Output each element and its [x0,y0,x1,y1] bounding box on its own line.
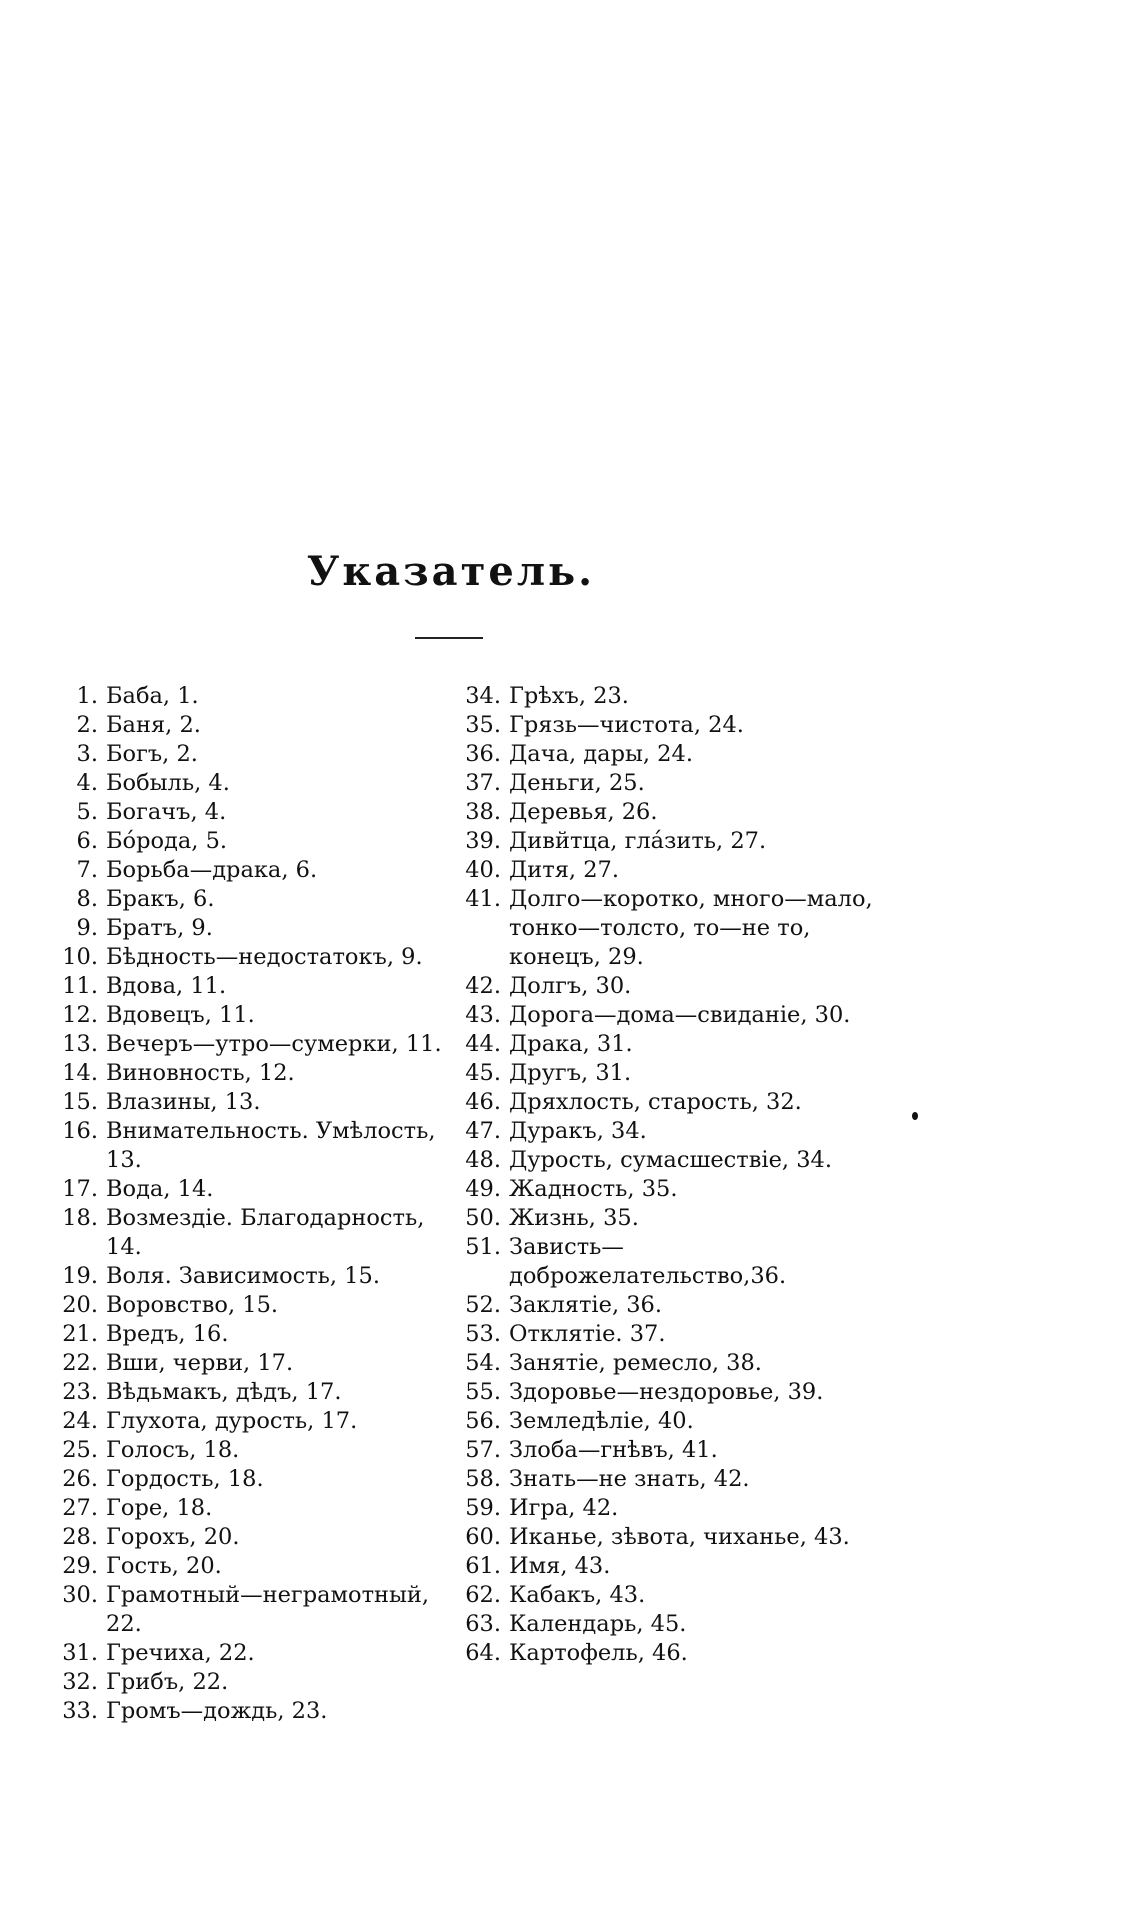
entry-number: 55. [465,1379,501,1405]
entry-text: Картофель, 46. [509,1640,688,1666]
entry-text: Бобыль, 4. [106,770,230,796]
entry-text: Вредъ, 16. [106,1321,229,1347]
entry-text: Богъ, 2. [106,741,198,767]
entry-number: 18. [62,1205,98,1231]
entry-number: 19. [62,1263,98,1289]
entry-text: Борьба—драка, 6. [106,857,318,883]
index-entry [40,1465,460,1494]
entry-number: 3. [76,741,98,767]
entry-number: 56. [465,1408,501,1434]
entry-text: Злоба—гнѣвъ, 41. [509,1437,718,1463]
entry-number: 13. [62,1031,98,1057]
entry-text: Дитя, 27. [509,857,620,883]
index-entry [455,1088,875,1117]
entry-number: 39. [465,828,501,854]
index-column-left [40,682,460,1726]
entry-text: Земледѣліе, 40. [509,1408,694,1434]
index-entry [455,1523,875,1552]
index-entry [455,769,875,798]
index-entry [455,1552,875,1581]
entry-text: Виновность, 12. [106,1060,295,1086]
index-entry [455,1378,875,1407]
entry-text: Знать—не знать, 42. [509,1466,750,1492]
entry-text: Воровство, 15. [106,1292,279,1318]
entry-text: Другъ, 31. [509,1060,632,1086]
entry-text: Деревья, 26. [509,799,658,825]
entry-text: Вечеръ—утро—сумерки, 11. [106,1031,442,1057]
entry-number: 16. [62,1118,98,1144]
entry-number: 20. [62,1292,98,1318]
entry-number: 22. [62,1350,98,1376]
entry-number: 14. [62,1060,98,1086]
entry-number: 42. [465,973,501,999]
index-entry [40,827,460,856]
index-entry [40,1349,460,1378]
index-entry [455,1639,875,1668]
entry-number: 4. [76,770,98,796]
entry-text: Горохъ, 20. [106,1524,240,1550]
entry-number: 5. [76,799,98,825]
entry-number: 17. [62,1176,98,1202]
entry-number: 24. [62,1408,98,1434]
entry-text: Гордость, 18. [106,1466,264,1492]
index-entry [40,798,460,827]
index-entry [40,943,460,972]
entry-text: Бѣдность—недостатокъ, 9. [106,944,423,970]
entry-text: Братъ, 9. [106,915,213,941]
index-entry [40,1204,460,1262]
entry-text: Внимательность. Умѣлость, 13. [106,1118,436,1173]
entry-text: Вши, черви, 17. [106,1350,294,1376]
entry-text: Занятіе, ремесло, 38. [509,1350,762,1376]
entry-number: 21. [62,1321,98,1347]
index-entry [455,1001,875,1030]
index-entry [455,1465,875,1494]
entry-text: Вода, 14. [106,1176,214,1202]
entry-text: Горе, 18. [106,1495,213,1521]
entry-text: Долгъ, 30. [509,973,632,999]
index-entry [40,1175,460,1204]
title-rule [415,637,483,639]
ink-speck [912,1112,918,1120]
entry-number: 26. [62,1466,98,1492]
entry-number: 40. [465,857,501,883]
index-entry [40,1697,460,1726]
entry-text: Жадность, 35. [509,1176,678,1202]
entry-text: Дача, дары, 24. [509,741,693,767]
index-entry [40,1436,460,1465]
index-entry [455,1407,875,1436]
entry-text: Глухота, дурость, 17. [106,1408,358,1434]
entry-number: 52. [465,1292,501,1318]
entry-number: 64. [465,1640,501,1666]
entry-text: Дорога—дома—свиданіе, 30. [509,1002,851,1028]
entry-text: Вдова, 11. [106,973,227,999]
index-entry [40,1320,460,1349]
index-entry [455,740,875,769]
entry-number: 63. [465,1611,501,1637]
entry-text: Здоровье—нездоровье, 39. [509,1379,824,1405]
entry-number: 29. [62,1553,98,1579]
entry-number: 43. [465,1002,501,1028]
entry-text: Дивйтца, гла́зить, 27. [509,828,767,854]
entry-number: 36. [465,741,501,767]
entry-text: Кабакъ, 43. [509,1582,646,1608]
entry-number: 9. [76,915,98,941]
entry-text: Грамотный—неграмотный, 22. [106,1582,430,1637]
entry-text: Зависть—доброжелательство,36. [509,1234,787,1289]
index-entry [455,1059,875,1088]
index-entry [40,1030,460,1059]
entry-number: 38. [465,799,501,825]
entry-number: 48. [465,1147,501,1173]
index-entry [40,1291,460,1320]
entry-number: 25. [62,1437,98,1463]
entry-number: 27. [62,1495,98,1521]
index-entry [40,914,460,943]
entry-number: 12. [62,1002,98,1028]
index-entry [40,1407,460,1436]
entry-text: Дурость, сумасшествіе, 34. [509,1147,832,1173]
index-entry [40,1552,460,1581]
index-entry [455,1320,875,1349]
entry-text: Драка, 31. [509,1031,633,1057]
entry-text: Имя, 43. [509,1553,611,1579]
index-entry [40,1523,460,1552]
index-entry [40,885,460,914]
index-entry [455,682,875,711]
index-entry [455,885,875,972]
entry-number: 30. [62,1582,98,1608]
index-entry [40,1494,460,1523]
index-entry [40,1639,460,1668]
entry-number: 11. [62,973,98,999]
entry-number: 60. [465,1524,501,1550]
index-entry [455,972,875,1001]
entry-text: Иканье, зѣвота, чиханье, 43. [509,1524,850,1550]
page-title: Указатель. [306,548,596,595]
entry-number: 7. [76,857,98,883]
entry-number: 44. [465,1031,501,1057]
entry-number: 50. [465,1205,501,1231]
entry-text: Жизнь, 35. [509,1205,639,1231]
index-entry [40,1001,460,1030]
entry-text: Бо́рода, 5. [106,828,228,854]
index-entry [455,711,875,740]
index-entry [40,682,460,711]
entry-text: Баба, 1. [106,683,199,709]
index-entry [455,856,875,885]
index-entry [455,827,875,856]
entry-text: Отклятіе. 37. [509,1321,666,1347]
entry-number: 23. [62,1379,98,1405]
entry-number: 41. [465,886,501,912]
entry-text: Игра, 42. [509,1495,619,1521]
entry-text: Громъ—дождь, 23. [106,1698,328,1724]
entry-text: Календарь, 45. [509,1611,687,1637]
entry-number: 57. [465,1437,501,1463]
index-entry [455,1291,875,1320]
entry-text: Гость, 20. [106,1553,222,1579]
entry-number: 35. [465,712,501,738]
index-entry [40,972,460,1001]
entry-text: Воля. Зависимость, 15. [106,1263,380,1289]
index-entry [40,1117,460,1175]
index-entry [455,1233,875,1291]
entry-text: Дряхлость, старость, 32. [509,1089,802,1115]
entry-number: 37. [465,770,501,796]
entry-text: Баня, 2. [106,712,201,738]
entry-number: 28. [62,1524,98,1550]
entry-number: 62. [465,1582,501,1608]
index-entry [40,1262,460,1291]
entry-number: 49. [465,1176,501,1202]
entry-number: 61. [465,1553,501,1579]
entry-text: Гречиха, 22. [106,1640,255,1666]
entry-text: Голосъ, 18. [106,1437,240,1463]
entry-number: 51. [465,1234,501,1260]
entry-text: Грибъ, 22. [106,1669,229,1695]
entry-number: 6. [76,828,98,854]
entry-number: 33. [62,1698,98,1724]
index-entry [455,1117,875,1146]
index-entry [40,1581,460,1639]
entry-text: Грѣхъ, 23. [509,683,629,709]
index-entry [455,1436,875,1465]
index-entry [455,1030,875,1059]
entry-text: Долго—коротко, много—мало, тонко—толсто, то—не то, конецъ, 29. [509,886,873,970]
entry-number: 34. [465,683,501,709]
index-entry [455,1146,875,1175]
index-column-right [455,682,875,1668]
entry-number: 47. [465,1118,501,1144]
index-entry [40,856,460,885]
entry-number: 2. [76,712,98,738]
index-entry [455,798,875,827]
index-entry [40,769,460,798]
entry-number: 54. [465,1350,501,1376]
entry-number: 10. [62,944,98,970]
index-entry [40,1378,460,1407]
entry-text: Вдовецъ, 11. [106,1002,255,1028]
index-entry [40,740,460,769]
entry-number: 32. [62,1669,98,1695]
index-entry [455,1175,875,1204]
entry-number: 53. [465,1321,501,1347]
entry-number: 59. [465,1495,501,1521]
entry-number: 45. [465,1060,501,1086]
entry-number: 58. [465,1466,501,1492]
index-entry [455,1349,875,1378]
index-entry [455,1204,875,1233]
index-entry [40,1059,460,1088]
entry-text: Грязь—чистота, 24. [509,712,744,738]
entry-text: Бракъ, 6. [106,886,215,912]
entry-number: 46. [465,1089,501,1115]
index-entry [455,1610,875,1639]
index-entry [40,711,460,740]
entry-number: 31. [62,1640,98,1666]
entry-text: Возмездіе. Благодарность, 14. [106,1205,425,1260]
entry-text: Деньги, 25. [509,770,645,796]
entry-text: Влазины, 13. [106,1089,261,1115]
index-entry [40,1088,460,1117]
entry-number: 8. [76,886,98,912]
entry-text: Дуракъ, 34. [509,1118,647,1144]
entry-number: 1. [76,683,98,709]
index-entry [40,1668,460,1697]
entry-number: 15. [62,1089,98,1115]
entry-text: Заклятіе, 36. [509,1292,663,1318]
entry-text: Вѣдьмакъ, дѣдъ, 17. [106,1379,342,1405]
index-entry [455,1581,875,1610]
index-entry [455,1494,875,1523]
entry-text: Богачъ, 4. [106,799,227,825]
